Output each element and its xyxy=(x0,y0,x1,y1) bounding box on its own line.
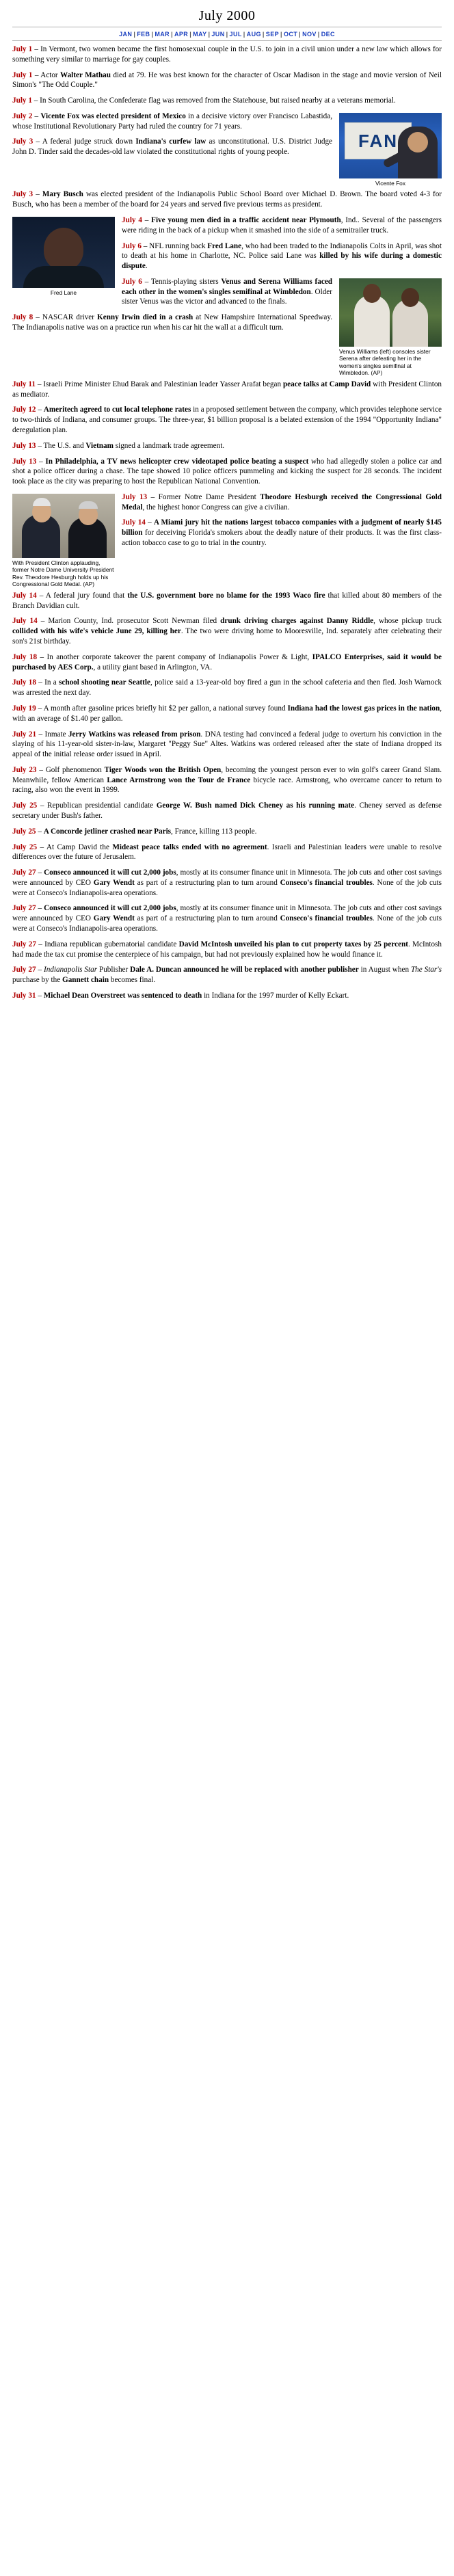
news-entry xyxy=(12,591,442,611)
entry-date: July 21 xyxy=(12,730,37,739)
news-entry xyxy=(12,457,442,487)
news-entry xyxy=(12,730,442,760)
entry-text: – At Camp David the Mideast peace talks ended with no agreement. Israeli and Palestinian leaders were unable to resolve differences over the future of Jerusalem. xyxy=(12,842,442,862)
entry-date: July 11 xyxy=(12,380,36,388)
entry-date: July 25 xyxy=(12,827,36,836)
month-link-mar[interactable]: MAR xyxy=(155,31,170,38)
person-silhouette xyxy=(398,127,438,178)
entry-date: July 13 xyxy=(122,492,148,501)
figure-caption: Fred Lane xyxy=(50,289,77,296)
nav-sep: | xyxy=(151,31,154,38)
entry-date: July 23 xyxy=(12,765,37,774)
entry-text: – A month after gasoline prices briefly hit $2 per gallon, a national survey found Indiana had the lowest gas prices in the nation, with an average of $1.40 per gallon. xyxy=(12,704,442,723)
entry-date: July 14 xyxy=(12,617,38,626)
entry-date: July 3 xyxy=(12,137,34,146)
figure-caption: Vicente Fox xyxy=(375,179,406,187)
month-link-nov[interactable]: NOV xyxy=(302,31,317,38)
nav-divider xyxy=(12,40,442,41)
news-entry xyxy=(12,652,442,673)
entry-date: July 1 xyxy=(12,45,33,53)
news-entry xyxy=(12,940,442,960)
news-entry xyxy=(12,441,442,451)
entry-text: – Conseco announced it will cut 2,000 jobs, mostly at its consumer finance unit in Minnesota. The job cuts and other cost savings were announced by CEO Gary Wendt as part of a restructuring plan to turn around Conseco's financial troubles. None of the job cuts were at Conseco's Indianapolis-area operations. xyxy=(12,904,442,933)
entry-date: July 3 xyxy=(12,190,34,199)
nav-sep: | xyxy=(208,31,211,38)
entry-text: – Five young men died in a traffic accident near Plymouth, Ind.. Several of the passengers were riding in the back of a pickup when it smashed into the side of a semitrailer truck. xyxy=(122,215,442,235)
entry-date: July 4 xyxy=(122,215,142,224)
entry-date: July 1 xyxy=(12,96,32,105)
nav-sep: | xyxy=(189,31,192,38)
entry-date: July 25 xyxy=(12,801,38,810)
news-entry xyxy=(12,868,442,898)
entry-text: – A Miami jury hit the nations largest tobacco companies with a judgment of nearly $145 billion for deceiving Florida's smokers about the deadly nature of their products. It was the first class-action tobacco case to go to trial in the country. xyxy=(122,518,442,548)
entry-text: – Indiana republican gubernatorial candidate David McIntosh unveiled his plan to cut property taxes by 25 percent. McIntosh had made the tax cut promise the centerpiece of his campaign, but had not previously explained how he would finance it. xyxy=(12,940,442,959)
entry-text: – Inmate Jerry Watkins was released from prison. DNA testing had convinced a federal judge to overturn his conviction in the slaying of his 11-year-old sister-in-law, Margaret "Peggy Sue" Altes. Watkins was ordered released after the state of Indiana dropped its appeal of the initial release order issued in April. xyxy=(12,730,442,759)
month-link-dec[interactable]: DEC xyxy=(321,31,335,38)
entry-text: – Marion County, Ind. prosecutor Scott Newman filed drunk driving charges against Danny Riddle, whose pickup truck collided with his wife's vehicle June 29, killing her. The two were driving home to Mooresville, Ind. separately after celebrating their son's 21st birthday. xyxy=(12,617,442,646)
entry-text: – In a school shooting near Seattle, police said a 13-year-old boy fired a gun in the school cafeteria and then fled. Josh Warnock was arrested the next day. xyxy=(12,678,442,698)
entry-text: – Mary Busch was elected president of the Indianapolis Public School Board over Michael D. Brown. The board voted 4-3 for Busch, who has been a member of the board for 24 years and served five previous terms as president. xyxy=(12,190,442,209)
nav-sep: | xyxy=(171,31,173,38)
entry-date: July 25 xyxy=(12,842,38,851)
entry-date: July 13 xyxy=(12,441,36,450)
entry-text: – In Philadelphia, a TV news helicopter crew videotaped police beating a suspect who had allegedly stolen a police car and shot a police officer during a chase. The tape showed 10 police officers pummeling and kicking the suspect for 28 seconds. The incident took place as the city was preparing to host the Republican National Convention. xyxy=(12,457,442,486)
news-entry xyxy=(12,991,442,1001)
rally-banner: FAN xyxy=(345,122,412,159)
month-link-may[interactable]: MAY xyxy=(193,31,207,38)
news-entry xyxy=(12,44,442,65)
entry-text: – Israeli Prime Minister Ehud Barak and Palestinian leader Yasser Arafat began peace talks at Camp David with President Clinton as mediator. xyxy=(12,380,442,399)
clinton-hesburgh-figure xyxy=(12,494,115,588)
entry-date: July 31 xyxy=(12,991,36,1000)
entry-text: – Tennis-playing sisters Venus and Serena Williams faced each other in the women's singles semifinal at Wimbledon. Older sister Venus was the victor and advanced to the finals. xyxy=(122,277,333,306)
news-entry xyxy=(12,678,442,698)
month-link-aug[interactable]: AUG xyxy=(246,31,261,38)
entry-text: – A federal judge struck down Indiana's curfew law as unconstitutional. U.S. District Judge John D. Tinder said the decades-old law violated the constitutional rights of young people. xyxy=(12,137,333,157)
month-navigation[interactable] xyxy=(12,31,442,38)
entry-text: – Former Notre Dame President Theodore Hesburgh received the Congressional Gold Medal, the highest honor Congress can give a civilian. xyxy=(122,492,442,512)
venus-serena-figure xyxy=(339,278,442,377)
entry-date: July 8 xyxy=(12,313,34,322)
month-link-feb[interactable]: FEB xyxy=(137,31,150,38)
month-link-jun[interactable]: JUN xyxy=(211,31,225,38)
month-link-sep[interactable]: SEP xyxy=(265,31,280,38)
entry-text: – A Concorde jetliner crashed near Paris, France, killing 113 people. xyxy=(38,827,257,836)
news-entry xyxy=(12,405,442,435)
vicente-fox-photo xyxy=(339,113,442,178)
news-entry xyxy=(12,616,442,646)
month-link-apr[interactable]: APR xyxy=(174,31,189,38)
entry-text: – Vicente Fox was elected president of Mexico in a decisive victory over Francisco Labastida, whose Institutional Revolutionary Party had ruled the country for 71 years. xyxy=(12,111,332,131)
entry-text: – NASCAR driver Kenny Irwin died in a crash at New Hampshire International Speedway. The Indianapolis native was on a practice run when his car hit the wall at a difficult turn. xyxy=(12,313,332,332)
entry-text: – NFL running back Fred Lane, who had been traded to the Indianapolis Colts in April, was shot to death at his home in Charlotte, NC. Police said Lane was killed by his wife during a domestic dispute. xyxy=(122,241,442,271)
player-one xyxy=(354,295,390,347)
entry-text: – In South Carolina, the Confederate flag was removed from the Statehouse, but raised nearby at a veterans memorial. xyxy=(34,96,396,105)
nav-sep: | xyxy=(133,31,136,38)
nav-sep: | xyxy=(317,31,320,38)
hesburgh-figure xyxy=(68,517,107,558)
nav-sep: | xyxy=(262,31,265,38)
entry-text: – Indianapolis Star Publisher Dale A. Duncan announced he will be replaced with another publisher in August when The Star's purchase by the Gannett chain becomes final. xyxy=(12,966,442,985)
entry-text: – Ameritech agreed to cut local telephone rates in a proposed settlement between the company, which provides telephone service to two-thirds of Indiana, and consumer groups. The three-year, $1 billion proposal is a belated extension of the 1994 "Opportunity Indiana" deregulation plan. xyxy=(12,406,442,434)
fred-lane-photo xyxy=(12,217,115,288)
news-entry xyxy=(12,965,442,985)
figure-caption: With President Clinton applauding, former Notre Dame University President Rev. Theodore Hesburgh holds up his Congressional Gold Medal. (AP) xyxy=(12,559,114,588)
vicente-fox-figure xyxy=(339,113,442,187)
entry-text: – Golf phenomenon Tiger Woods won the British Open, becoming the youngest person ever to win golf's career Grand Slam. Meanwhile, fellow American Lance Armstrong won the Tour de France bicycle race. Armstrong, who overcame cancer to return to racing, also won the event in 1999. xyxy=(12,765,442,795)
month-link-jan[interactable]: JAN xyxy=(119,31,133,38)
entry-text: – Conseco announced it will cut 2,000 jobs, mostly at its consumer finance unit in Minnesota. The job cuts and other cost savings were announced by CEO Gary Wendt as part of a restructuring plan to turn around Conseco's financial troubles. None of the job cuts were at Conseco's Indianapolis-area operations. xyxy=(12,868,442,897)
entry-date: July 6 xyxy=(122,277,142,286)
entry-date: July 6 xyxy=(122,241,142,250)
month-link-oct[interactable]: OCT xyxy=(283,31,298,38)
nav-sep: | xyxy=(226,31,228,38)
clinton-hesburgh-photo xyxy=(12,494,115,558)
news-entry xyxy=(12,189,442,210)
president-clinton-figure xyxy=(22,514,60,558)
entry-date: July 2 xyxy=(12,111,33,120)
news-entry xyxy=(12,96,442,106)
entry-date: July 27 xyxy=(12,868,36,877)
figure-caption: Venus Williams (left) consoles sister Serena after defeating her in the women's singles semifinal at Wimbledon. (AP) xyxy=(339,347,431,377)
entry-date: July 27 xyxy=(12,966,36,974)
entry-text: – A federal jury found that the U.S. government bore no blame for the 1993 Waco fire that killed about 80 members of the Branch Davidian cult. xyxy=(12,591,442,610)
entry-text: – Republican presidential candidate George W. Bush named Dick Cheney as his running mate. Cheney served as defense secretary under Bush's father. xyxy=(12,801,442,820)
entry-text: – In Vermont, two women became the first homosexual couple in the U.S. to join in a civil union under a new law which allows for something very similar to marriage for gay couples. xyxy=(12,45,442,64)
entry-text: – In another corporate takeover the parent company of Indianapolis Power & Light, IPALCO Enterprises, said it would be purchased by AES Corp., a utility giant based in Arlington, VA. xyxy=(12,652,442,672)
entry-text: – Actor Walter Mathau died at 79. He was best known for the character of Oscar Madison in the stage and movie version of Neil Simon's "The Odd Couple." xyxy=(12,70,442,90)
news-entry xyxy=(12,765,442,795)
news-entry xyxy=(12,827,442,837)
entry-text: – Michael Dean Overstreet was sentenced to death in Indiana for the 1997 murder of Kelly Eckart. xyxy=(38,991,349,1000)
news-entry xyxy=(12,70,442,91)
page-container xyxy=(0,0,454,1020)
entry-date: July 1 xyxy=(12,70,33,79)
nav-sep: | xyxy=(299,31,302,38)
player-two xyxy=(392,299,428,347)
portrait-shoulders xyxy=(23,266,104,288)
venus-serena-photo xyxy=(339,278,442,347)
entry-date: July 18 xyxy=(12,678,36,687)
entry-text: – The U.S. and Vietnam signed a landmark trade agreement. xyxy=(38,441,225,450)
fred-lane-figure xyxy=(12,217,115,297)
page-title: July 2000 xyxy=(198,8,256,23)
news-entry xyxy=(12,704,442,724)
entry-date: July 14 xyxy=(122,518,146,527)
entry-date: July 27 xyxy=(12,904,36,913)
entry-date: July 14 xyxy=(12,591,37,600)
entry-date: July 19 xyxy=(12,704,36,713)
entry-date: July 27 xyxy=(12,940,36,948)
month-link-jul[interactable]: JUL xyxy=(229,31,242,38)
news-entry xyxy=(12,801,442,821)
entry-date: July 13 xyxy=(12,457,37,466)
entry-date: July 12 xyxy=(12,406,36,414)
portrait-head xyxy=(44,228,83,270)
nav-sep: | xyxy=(280,31,282,38)
news-entry xyxy=(12,842,442,863)
news-entry xyxy=(12,903,442,933)
entry-date: July 18 xyxy=(12,652,38,661)
nav-sep: | xyxy=(243,31,245,38)
news-entry xyxy=(12,380,442,400)
